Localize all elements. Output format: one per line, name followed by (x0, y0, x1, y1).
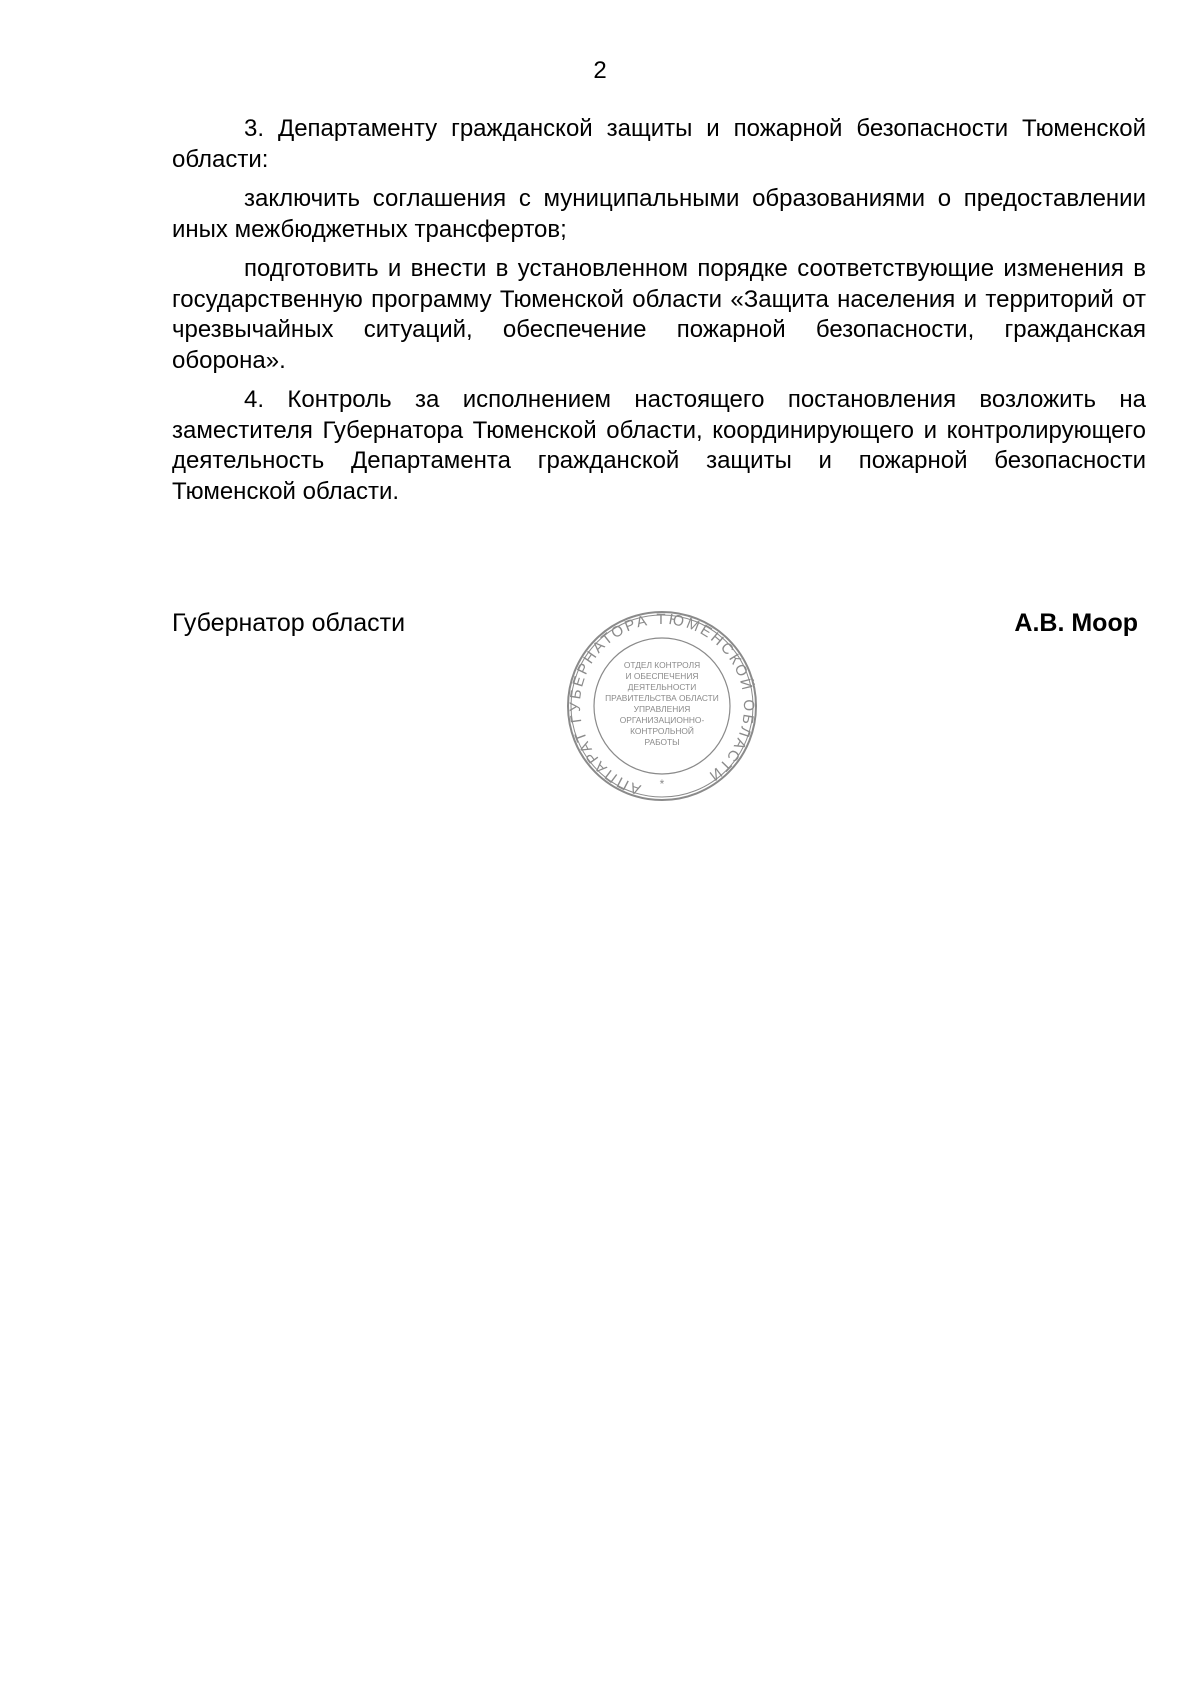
seal-inner-line: ПРАВИТЕЛЬСТВА ОБЛАСТИ (605, 693, 719, 703)
paragraph-3-department: 3. Департаменту гражданской защиты и пожарной безопасности Тюменской области: (172, 115, 1146, 173)
page-number: 2 (593, 57, 607, 84)
seal-outer-text: АППАРАТ ГУБЕРНАТОРА ТЮМЕНСКОЙ ОБЛАСТИ (566, 610, 758, 798)
document-body (172, 114, 1146, 516)
seal-inner-line: ОТДЕЛ КОНТРОЛЯ (623, 660, 701, 670)
seal-inner-line: УПРАВЛЕНИЯ (633, 704, 691, 714)
paragraph-conclude-agreements: заключить соглашения с муниципальными образованиями о предоставлении иных межбюджетных трансфертов; (172, 185, 1146, 243)
paragraph-prepare-changes: подготовить и внести в установленном порядке соответствующие изменения в государственную программу Тюменской области «Защита населения и территорий от чрезвычайных ситуаций, обеспечение пожарной безопасности, гражданская оборона». (172, 255, 1146, 374)
paragraph-4-control: 4. Контроль за исполнением настоящего постановления возложить на заместителя Губернатора Тюменской области, координирующего и контролирующего деятельность Департамента гражданской защиты и пожарной безопасности Тюменской области. (172, 386, 1146, 505)
seal-inner-line: КОНТРОЛЬНОЙ (630, 726, 694, 736)
official-seal-stamp (564, 608, 760, 804)
signatory-name: А.В. Моор (1014, 609, 1138, 637)
seal-star: * (659, 777, 665, 791)
seal-inner-line: ДЕЯТЕЛЬНОСТИ (627, 682, 697, 692)
seal-icon (564, 608, 760, 804)
seal-inner-line: ОРГАНИЗАЦИОННО- (619, 715, 705, 725)
signatory-position: Губернатор области (172, 609, 406, 637)
seal-inner-line: И ОБЕСПЕЧЕНИЯ (625, 671, 699, 681)
seal-inner-line: РАБОТЫ (644, 737, 680, 747)
